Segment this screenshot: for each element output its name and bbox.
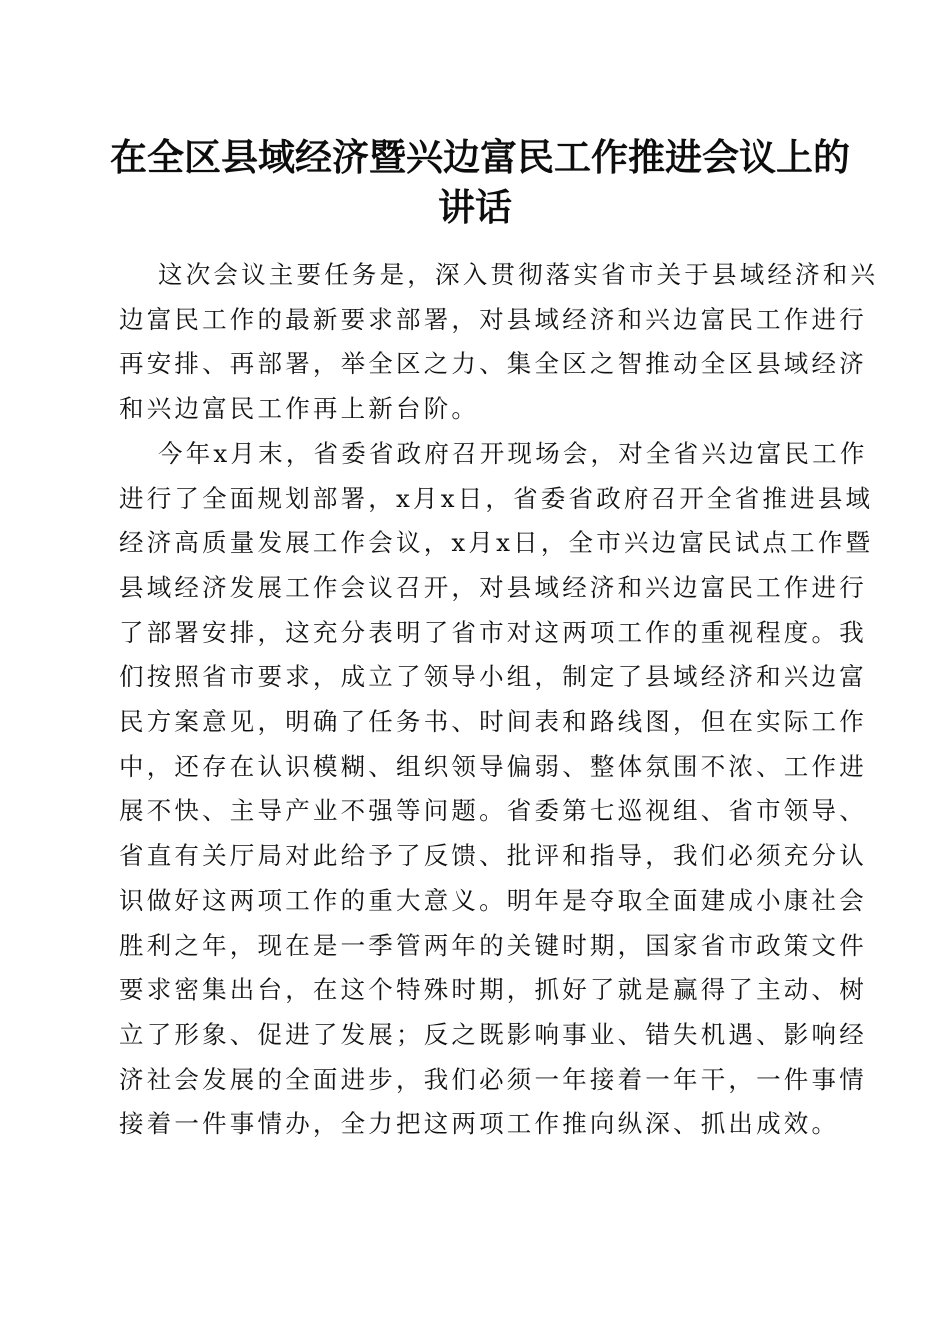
text-line: 济社会发展的全面进步，我们必须一年接着一年干，一件事情 <box>119 1064 867 1094</box>
title-line: 讲话 <box>438 185 512 229</box>
text-line: 识做好这两项工作的重大意义。明年是夺取全面建成小康社会 <box>119 885 867 915</box>
document-title <box>110 132 850 232</box>
text-line: 民方案意见，明确了任务书、时间表和路线图，但在实际工作 <box>119 707 867 737</box>
text-line: 今年x月末，省委省政府召开现场会，对全省兴边富民工作 <box>158 438 868 468</box>
text-line: 们按照省市要求，成立了领导小组，制定了县域经济和兴边富 <box>119 662 867 692</box>
paragraph-2 <box>119 432 874 1147</box>
document-body <box>119 253 879 1147</box>
text-line: 和兴边富民工作再上新台阶。 <box>119 394 480 424</box>
text-line: 展不快、主导产业不强等问题。省委第七巡视组、省市领导、 <box>119 796 867 826</box>
text-line: 边富民工作的最新要求部署，对县域经济和兴边富民工作进行 <box>119 304 867 334</box>
text-line: 要求密集出台，在这个特殊时期，抓好了就是赢得了主动、树 <box>119 975 867 1005</box>
text-line: 了部署安排，这充分表明了省市对这两项工作的重视程度。我 <box>119 617 867 647</box>
text-line: 立了形象、促进了发展；反之既影响事业、错失机遇、影响经 <box>119 1019 867 1049</box>
text-line: 县域经济发展工作会议召开，对县域经济和兴边富民工作进行 <box>119 572 867 602</box>
paragraph-1 <box>119 253 879 432</box>
title-line: 在全区县域经济暨兴边富民工作推进会议上的 <box>110 135 850 179</box>
text-line: 再安排、再部署，举全区之力、集全区之智推动全区县域经济 <box>119 349 867 379</box>
text-line: 接着一件事情办，全力把这两项工作推向纵深、抓出成效。 <box>119 1109 840 1139</box>
text-line: 省直有关厅局对此给予了反馈、批评和指导，我们必须充分认 <box>119 841 867 871</box>
text-line: 经济高质量发展工作会议，x月x日，全市兴边富民试点工作暨 <box>119 528 874 558</box>
text-line: 进行了全面规划部署，x月x日，省委省政府召开全省推进县域 <box>119 483 874 513</box>
text-line: 中，还存在认识模糊、组织领导偏弱、整体氛围不浓、工作进 <box>119 751 867 781</box>
text-line: 胜利之年，现在是一季管两年的关键时期，国家省市政策文件 <box>119 930 867 960</box>
text-line: 这次会议主要任务是，深入贯彻落实省市关于县域经济和兴 <box>158 260 879 289</box>
